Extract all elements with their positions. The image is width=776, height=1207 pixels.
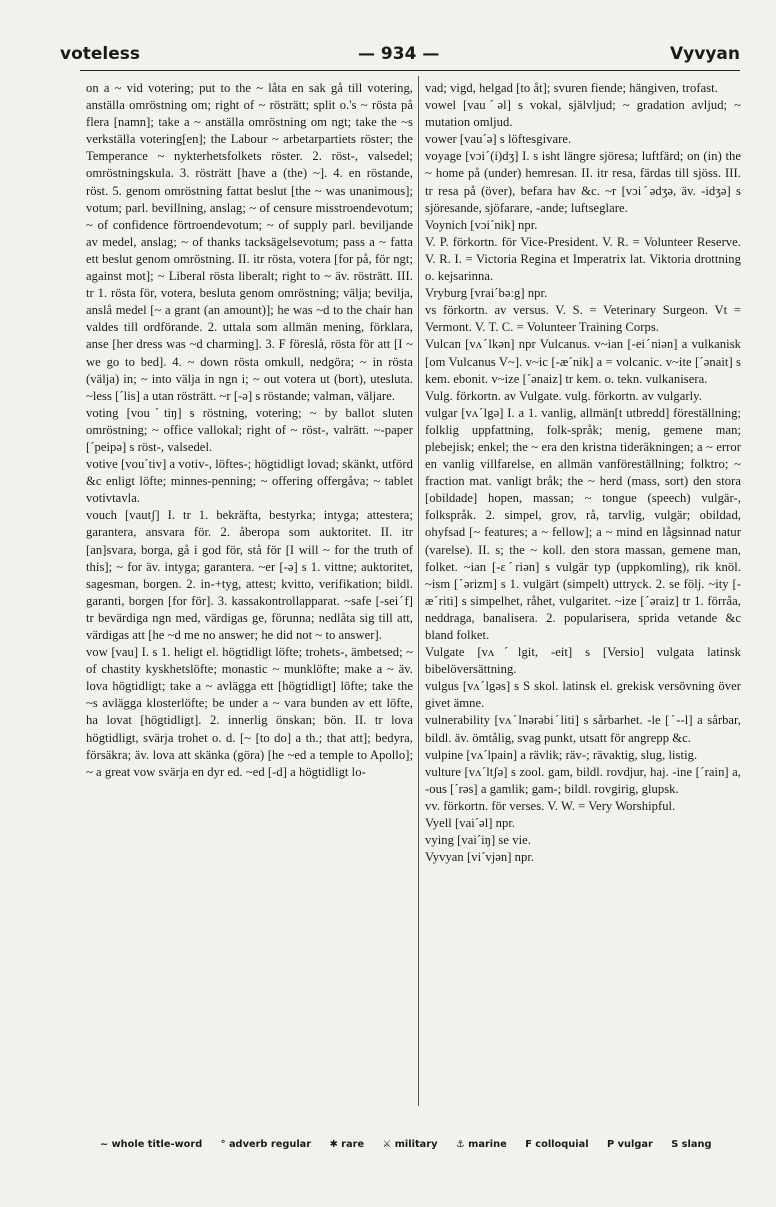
- right-column: [425, 80, 741, 866]
- legend-colloquial: F colloquial: [525, 1139, 589, 1150]
- legend-vulgar: P vulgar: [607, 1139, 653, 1150]
- entry-votive: votive [vouˊtiv] a votiv-, löftes-; högtidligt lovad; skänkt, utförd &c enligt löfte; minnes-penning; ~ offering offergåva; ~ tablet votivtavla.: [86, 457, 413, 506]
- entry-vp: V. P. förkortn. för Vice-President. V. R. = Volunteer Reserve. V. R. I. = Victoria Regina et Imperatrix lat. Viktoria drottning o. kejsarinna.: [425, 234, 741, 284]
- entry-vote-cont: on a ~ vid votering; put to the ~ låta en sak gå till votering, anställa omröstning om; right of ~ rösträtt; split o.'s ~ rösta på flera [namn]; take a ~ anställa omröstning om ngt; take the ~s verkställa votering[en]; the Labour ~ arbetarpartiets röster; the Temperance ~ nykterhetsfolkets röster. 2. röst-, valsedel; omröstningskula. 3. rösträtt [have a (the) ~]. 4. en röstande, röst. 5. genom omröstning fattat beslut [the ~ was unanimous]; votum; parl. bevillning, anslag; ~ of censure misstroendevotum; ~ of confidence förtroendevotum; ~ of supply parl. beviljande av medel, anslag; ~ of thanks tacksägelsevotum; pass a ~ fatta ett beslut genom omröstning. II. itr rösta, votera [for på, för ngt; against mot]; ~ Liberal rösta liberalt; right to ~ äv. rösträtt. III. tr 1. rösta för, votera, besluta genom omröstning; välja; bevilja, anslå medel [~ a grant (an amount)]; he was ~d to the chair han valdes till ordförande. 2. uttala som allmän mening, förklara, anse [her dress was ~d charming]. 3. F föreslå, rösta för att [I ~ we go to bed]. 4. ~ down rösta omkull, nedgöra; ~ in rösta (välja) in; ~ into välja in ngn i; ~ out votera ut (bort), utesluta. ~less [ˊlis] a utan rösträtt. ~r [-ə] s röstande; valman, väljare.: [86, 81, 413, 403]
- entry-vowed-cont: vad; vigd, helgad [to åt]; svuren fiende; hängiven, trofast.: [425, 81, 718, 95]
- entry-voting: voting [vouˊtiŋ] s röstning, votering; ~ by ballot sluten omröstning; ~ office vallokal; right of ~ röst-, valrätt. ~-paper [ˊpeipə] s röst-, valsedel.: [86, 405, 413, 454]
- legend-title-word: ~ whole title-word: [100, 1139, 203, 1150]
- entry-vulture: vulture [vʌˊltʃə] s zool. gam, bildl. rovdjur, haj. -ine [ˊrain] a, -ous [ˊrəs] a gamlik; gam-; bildl. rovgirig, glupsk.: [425, 764, 741, 796]
- header-left-guide-word: voteless: [60, 44, 141, 64]
- entry-vulgus: vulgus [vʌˊlgəs] s S skol. latinsk el. grekisk versövning över givet ämne.: [425, 679, 741, 711]
- page-number: — 934 —: [358, 44, 440, 64]
- entry-vyell: Vyell [vaiˊəl] npr.: [425, 816, 516, 831]
- header-right-guide-word: Vyvyan: [670, 44, 740, 64]
- entry-vulnerability: vulnerability [vʌˊlnərəbiˊliti] s sårbarhet. -le [ˊ--l] a sårbar, bildl. äv. ömtålig, svag punkt, utsatt för angrepp &c.: [425, 713, 741, 745]
- entry-voynich: Voynich [vɔiˊnik] npr.: [425, 217, 538, 232]
- left-column: [86, 80, 413, 781]
- entry-vulgar: vulgar [vʌˊlgə] I. a 1. vanlig, allmän[t utbredd] föreställning; folklig uppfattning, folk-språk; menig, gemene man; plebejisk; enkel; the ~ era den kristna tideräkningen; a ~ error en vanlig villfarelse, en allmän vanföreställning; folktro; ~ fraction mat. vanligt bråk; the ~ herd (mass, sort) den stora [obildade] hopen, massan; ~ tongue (speech) vulgär-, folkspråk. 2. simpel, grov, rå, tarvlig, vulgär; obildad, ohyfsad [~ features; a ~ fellow]; a ~ mind en lågsinnad natur (varelse). II. s; the ~ koll. den stora massan, gemene man, folket. ~ian [-ɛˊriən] s vulgär typ (uppkomling), rik knöl. ~ism [ˊərizm] s 1. vulgärt (simpelt) uttryck. 2. se följ. ~ity [-æˊriti] s simpelhet, råhet, vulgaritet. ~ize [ˊəraiz] tr 1. förråa, neddraga, banalisera. 2. popularisera, sprida vetande &c bland folket.: [425, 405, 741, 642]
- symbol-legend: [100, 1139, 740, 1150]
- entry-vouch: vouch [vautʃ] I. tr 1. bekräfta, bestyrka; intyga; attestera; garantera, ansvara för. 2. åberopa som auktoritet. II. itr [an]svara, borga, gå i god för, stå för [I will ~ for the truth of this]; ~ for äv. intyga; garantera. ~er [-ə] s 1. vittne; auktoritet, sagesman, borgen. 2. in-+tyg, attest; kvitto, verifikation; bildl. garanti, borgen [for för]. 3. kassakontrollapparat. ~safe [-seiˊf] tr bevärdiga ngn med, värdigas ge, förunna; nedlåta sig till att, värdigas att [he ~d me no answer; he did not ~ to answer].: [86, 508, 413, 642]
- legend-rare: ✱ rare: [329, 1139, 365, 1150]
- entry-vower: vower [vauˊə] s löftesgivare.: [425, 132, 572, 147]
- entry-vryburg: Vryburg [vraiˊbəːg] npr.: [425, 286, 548, 301]
- entry-vulg: Vulg. förkortn. av Vulgate. vulg. förkortn. av vulgarly.: [425, 388, 702, 403]
- entry-vulpine: vulpine [vʌˊlpain] a rävlik; räv-; rävaktig, slug, listig.: [425, 747, 698, 762]
- legend-adverb-regular: ° adverb regular: [220, 1139, 312, 1150]
- page-header: [60, 44, 740, 70]
- entry-vyvyan: Vyvyan [viˊvjən] npr.: [425, 850, 535, 865]
- entry-voyage: voyage [vɔiˊ(i)dʒ] I. s isht längre sjöresa; luftfärd; on (in) the ~ home på (under) hemresan. II. itr resa, färdas till sjöss. III. tr resa på (över), befara hav &c. ~r [vɔiˊədʒə, äv. -idʒə] s sjöresande, sjöfarare, -ande; luftseglare.: [425, 149, 741, 215]
- entry-vow: vow [vau] I. s 1. heligt el. högtidligt löfte; trohets-, ämbetsed; ~ of chastity kyskhetslöfte; monastic ~ munklöfte; make a ~ äv. lova högtidligt; take a ~ avlägga ett [högtidligt] löfte; take the ~s avlägga klosterlöfte; be under a ~ vara bunden av ett löfte, ha lovat [högtidligt]. 2. innerlig önskan; bön. II. tr lova högtidligt, svärja trohet o. d. [~ [to do] a th.; that att]; bedyra, försäkra; äv. lova att skänka (göra) [he ~ed a temple to Apollo]; ~ a great vow svärja en dyr ed. ~ed [-d] a högtidligt lo-: [86, 645, 413, 779]
- entry-vv: vv. förkortn. för verses. V. W. = Very Worshipful.: [425, 798, 676, 813]
- entry-vowel: vowel [vauˊəl] s vokal, självljud; ~ gradation avljud; ~ mutation omljud.: [425, 98, 741, 130]
- legend-military: ⚔ military: [382, 1139, 438, 1150]
- entry-vulcan: Vulcan [vʌˊlkən] npr Vulcanus. v~ian [-eiˊniən] a vulkanisk [om Vulcanus V~]. v~ic [-æˊnik] a = volcanic. v~ite [ˊənait] s kem. ebonit. v~ize [ˊənaiz] tr kem. o. tekn. vulkanisera.: [425, 337, 741, 386]
- header-rule: [80, 70, 740, 71]
- legend-marine: ⚓ marine: [455, 1139, 507, 1150]
- entry-vying: vying [vaiˊiŋ] se vie.: [425, 833, 531, 848]
- entry-vs: vs förkortn. av versus. V. S. = Veterinary Surgeon. Vt = Vermont. V. T. C. = Volunteer Training Corps.: [425, 303, 741, 335]
- entry-vulgate: Vulgate [vʌˊlgit, -eit] s [Versio] vulgata latinsk bibelöversättning.: [425, 645, 741, 677]
- column-divider: [418, 76, 419, 1106]
- legend-slang: S slang: [671, 1139, 712, 1150]
